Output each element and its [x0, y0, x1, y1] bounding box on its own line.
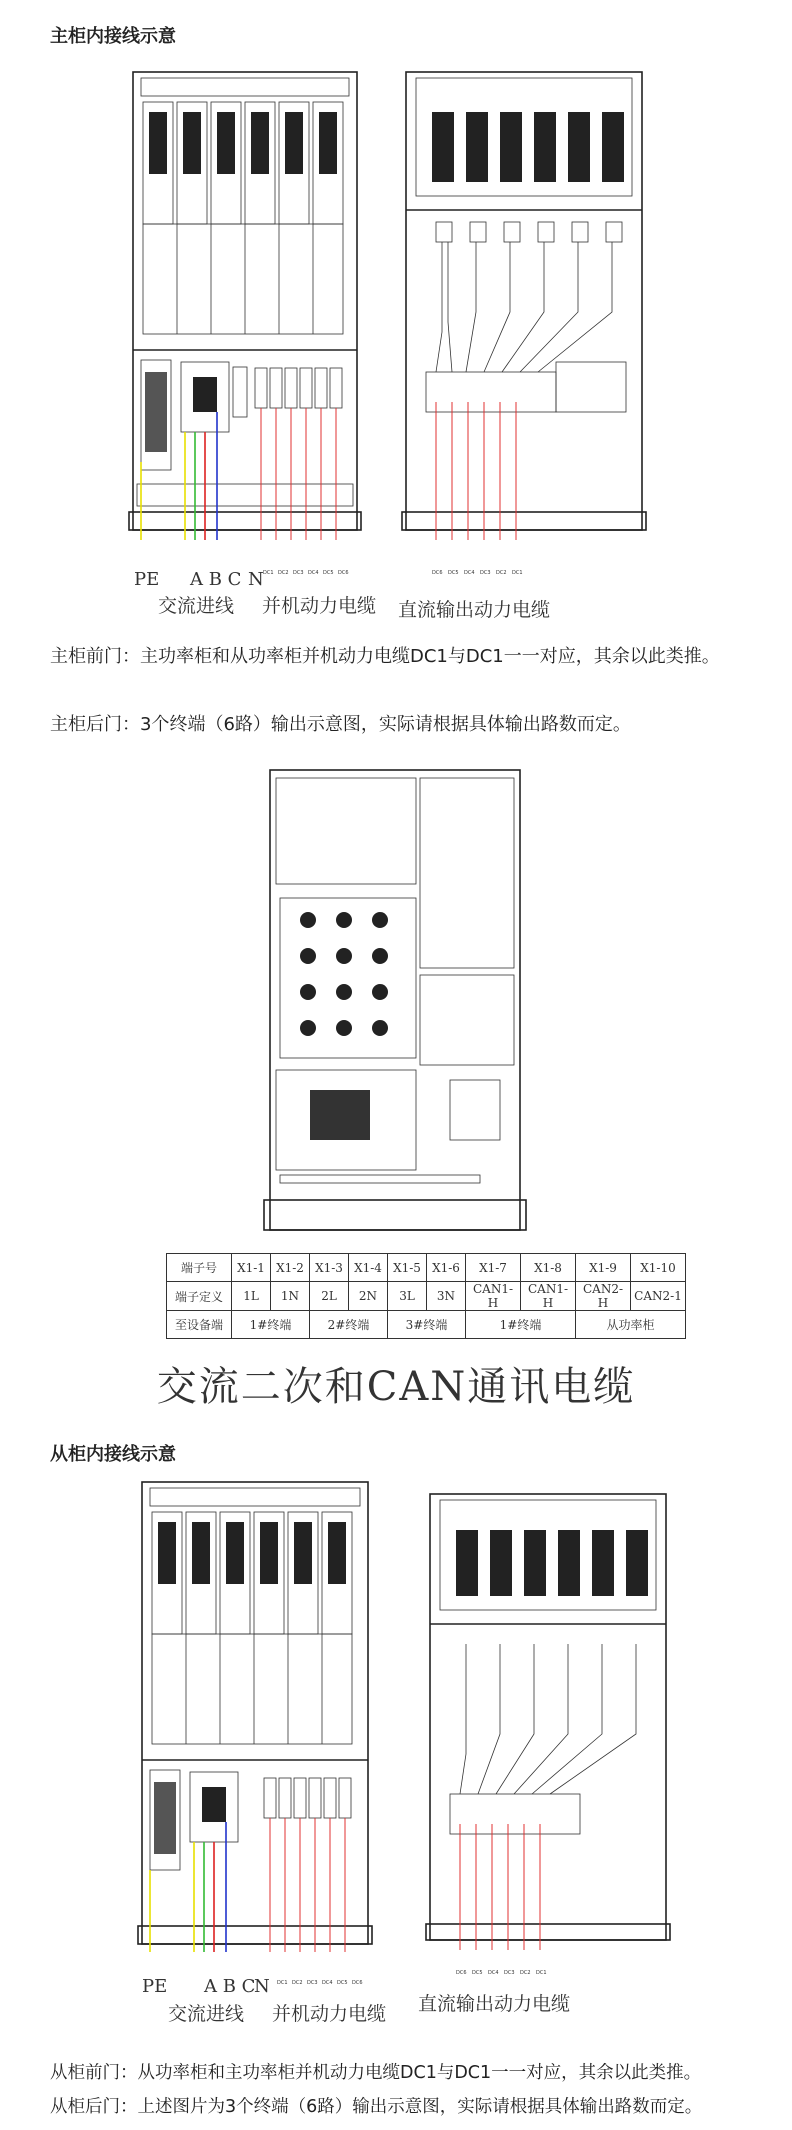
table-cell: X1-2 — [271, 1254, 310, 1282]
table-cell: 2N — [349, 1282, 388, 1311]
main-back-view-diagram — [0, 760, 792, 1240]
cable-caption: 交流二次和CAN通讯电缆 — [156, 1364, 636, 1410]
table-cell: 2#终端 — [310, 1311, 388, 1339]
table-cell: CAN2-H — [576, 1282, 631, 1311]
dc-term-labels — [277, 1980, 363, 1986]
main-heading: 主柜内接线示意 — [50, 26, 176, 47]
slave-back-note: 从柜后门：上述图片为3个终端（6路）输出示意图，实际请根据具体输出路数而定。 — [50, 2097, 703, 2117]
rear-busbars — [456, 1530, 648, 1596]
table-cell: X1-9 — [576, 1254, 631, 1282]
dc-term: DC1 — [263, 570, 274, 576]
main-rear-cabinet — [402, 72, 646, 540]
ac-in-label: 交流进线 — [168, 2003, 245, 2025]
table-cell: 端子定义 — [167, 1282, 232, 1311]
table-cell: 3L — [388, 1282, 427, 1311]
slave-front-cabinet — [138, 1482, 372, 1952]
slave-rear-cabinet — [426, 1494, 670, 1950]
dc-out-term: DC4 — [488, 1970, 499, 1976]
dc-out-term-labels — [432, 570, 523, 576]
table-cell: CAN1-H — [466, 1282, 521, 1311]
n-label: N — [254, 1976, 270, 1997]
table-cell: 1L — [232, 1282, 271, 1311]
table-cell: CAN1-H — [521, 1282, 576, 1311]
table-cell: 至设备端 — [167, 1311, 232, 1339]
slave-front-note: 从柜前门：从功率柜和主功率柜并机动力电缆DC1与DC1一一对应，其余以此类推。 — [50, 2063, 702, 2083]
dc-out-term: DC1 — [512, 570, 523, 576]
dc-term: DC6 — [338, 570, 349, 576]
main-front-note: 主柜前门：主功率柜和从功率柜并机动力电缆DC1与DC1一一对应，其余以此类推。 — [50, 646, 720, 667]
dc-term: DC4 — [322, 1980, 333, 1986]
table-row — [167, 1311, 686, 1339]
table-cell: 1#终端 — [466, 1311, 576, 1339]
main-wiring-diagram — [0, 60, 792, 670]
dc-out-term: DC4 — [464, 570, 475, 576]
dc-out-term: DC1 — [536, 1970, 547, 1976]
dc-breakers — [255, 368, 342, 408]
dc-out-term: DC5 — [448, 570, 459, 576]
table-cell: X1-10 — [631, 1254, 686, 1282]
fuse-holders — [300, 912, 388, 1036]
pe-label: PE — [142, 1976, 168, 1997]
table-cell: X1-6 — [427, 1254, 466, 1282]
dc-breakers — [264, 1778, 351, 1818]
parallel-cable-label: 并机动力电缆 — [272, 2003, 387, 2025]
table-cell: CAN2-1 — [631, 1282, 686, 1311]
table-cell: X1-4 — [349, 1254, 388, 1282]
table-cell: X1-7 — [466, 1254, 521, 1282]
table-cell: 从功率柜 — [576, 1311, 686, 1339]
main-front-cabinet — [129, 72, 361, 540]
dc-out-label: 直流输出动力电缆 — [398, 599, 551, 621]
dc-term: DC1 — [277, 1980, 288, 1986]
dc-term: DC5 — [337, 1980, 348, 1986]
slave-wiring-diagram — [0, 1470, 792, 2030]
dc-term-labels — [263, 570, 349, 576]
dc-term: DC5 — [323, 570, 334, 576]
table-cell: 2L — [310, 1282, 349, 1311]
dc-out-term: DC6 — [456, 1970, 467, 1976]
main-back-note: 主柜后门：3个终端（6路）输出示意图，实际请根据具体输出路数而定。 — [50, 714, 631, 735]
dc-out-term: DC5 — [472, 1970, 483, 1976]
slave-heading: 从柜内接线示意 — [50, 1444, 176, 1465]
rectifier-modules — [143, 102, 343, 224]
rectifier-modules — [152, 1512, 352, 1634]
dc-term: DC2 — [278, 570, 289, 576]
dc-term: DC3 — [293, 570, 304, 576]
abc-label: A B C — [190, 569, 242, 590]
table-cell: X1-1 — [232, 1254, 271, 1282]
dc-out-term: DC2 — [496, 570, 507, 576]
abc-label: A B C — [204, 1976, 256, 1997]
dc-out-term: DC6 — [432, 570, 443, 576]
table-cell: X1-3 — [310, 1254, 349, 1282]
dc-out-term-labels — [456, 1970, 547, 1976]
table-row — [167, 1254, 686, 1282]
table-cell: 1#终端 — [232, 1311, 310, 1339]
dc-out-term: DC3 — [504, 1970, 515, 1976]
dc-term: DC4 — [308, 570, 319, 576]
parallel-cable-label: 并机动力电缆 — [262, 595, 377, 617]
table-cell: X1-5 — [388, 1254, 427, 1282]
table-cell: 3#终端 — [388, 1311, 466, 1339]
dc-term: DC6 — [352, 1980, 363, 1986]
ac-in-label: 交流进线 — [158, 595, 235, 617]
table-cell: 3N — [427, 1282, 466, 1311]
pe-label: PE — [134, 569, 160, 590]
table-cell: 1N — [271, 1282, 310, 1311]
dc-out-term: DC3 — [480, 570, 491, 576]
table-row — [167, 1282, 686, 1311]
rear-busbars — [432, 112, 624, 182]
dc-out-label: 直流输出动力电缆 — [418, 1993, 571, 2015]
table-cell: 端子号 — [167, 1254, 232, 1282]
dc-term: DC3 — [307, 1980, 318, 1986]
terminal-table — [166, 1253, 686, 1339]
dc-term: DC2 — [292, 1980, 303, 1986]
table-cell: X1-8 — [521, 1254, 576, 1282]
n-label: N — [248, 569, 264, 590]
dc-out-term: DC2 — [520, 1970, 531, 1976]
